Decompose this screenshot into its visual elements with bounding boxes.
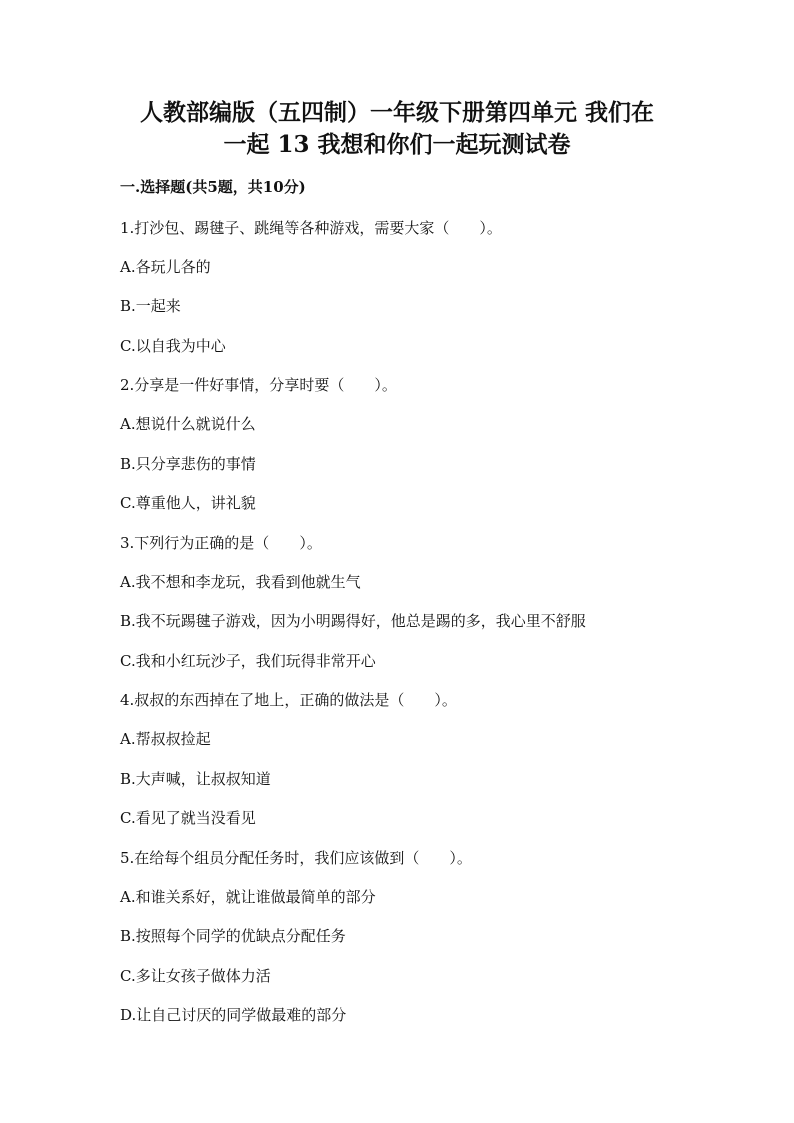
exam-title-line-1: 人教部编版（五四制）一年级下册第四单元 我们在 bbox=[139, 99, 654, 126]
question-1-option-b: B.一起来 bbox=[120, 297, 181, 315]
question-3-option-a: A.我不想和李龙玩，我看到他就生气 bbox=[120, 573, 361, 591]
section-heading: 一.选择题(共5题，共10分) bbox=[120, 178, 306, 196]
question-5-option-d: D.让自己讨厌的同学做最难的部分 bbox=[120, 1006, 347, 1024]
question-5-stem: 5.在给每个组员分配任务时，我们应该做到（ ）。 bbox=[120, 849, 472, 867]
question-3-option-b: B.我不玩踢毽子游戏，因为小明踢得好，他总是踢的多，我心里不舒服 bbox=[120, 612, 586, 630]
question-1-option-c: C.以自我为中心 bbox=[120, 337, 226, 355]
question-5-option-b: B.按照每个同学的优缺点分配任务 bbox=[120, 927, 346, 945]
question-4-stem: 4.叔叔的东西掉在了地上，正确的做法是（ ）。 bbox=[120, 691, 457, 709]
question-4-option-c: C.看见了就当没看见 bbox=[120, 809, 256, 827]
question-1-option-a: A.各玩儿各的 bbox=[120, 258, 211, 276]
question-3-stem: 3.下列行为正确的是（ ）。 bbox=[120, 534, 322, 552]
question-4-option-a: A.帮叔叔捡起 bbox=[120, 730, 211, 748]
question-4-option-b: B.大声喊，让叔叔知道 bbox=[120, 770, 271, 788]
question-1-stem: 1.打沙包、踢毽子、跳绳等各种游戏，需要大家（ ）。 bbox=[120, 219, 502, 237]
question-2-option-c: C.尊重他人，讲礼貌 bbox=[120, 494, 256, 512]
question-2-option-a: A.想说什么就说什么 bbox=[120, 415, 256, 433]
question-3-option-c: C.我和小红玩沙子，我们玩得非常开心 bbox=[120, 652, 376, 670]
question-5-option-c: C.多让女孩子做体力活 bbox=[120, 967, 271, 985]
question-2-stem: 2.分享是一件好事情，分享时要（ ）。 bbox=[120, 376, 397, 394]
question-2-option-b: B.只分享悲伤的事情 bbox=[120, 455, 256, 473]
question-5-option-a: A.和谁关系好，就让谁做最简单的部分 bbox=[120, 888, 376, 906]
exam-title-line-2: 一起 13 我想和你们一起玩测试卷 bbox=[223, 131, 571, 158]
